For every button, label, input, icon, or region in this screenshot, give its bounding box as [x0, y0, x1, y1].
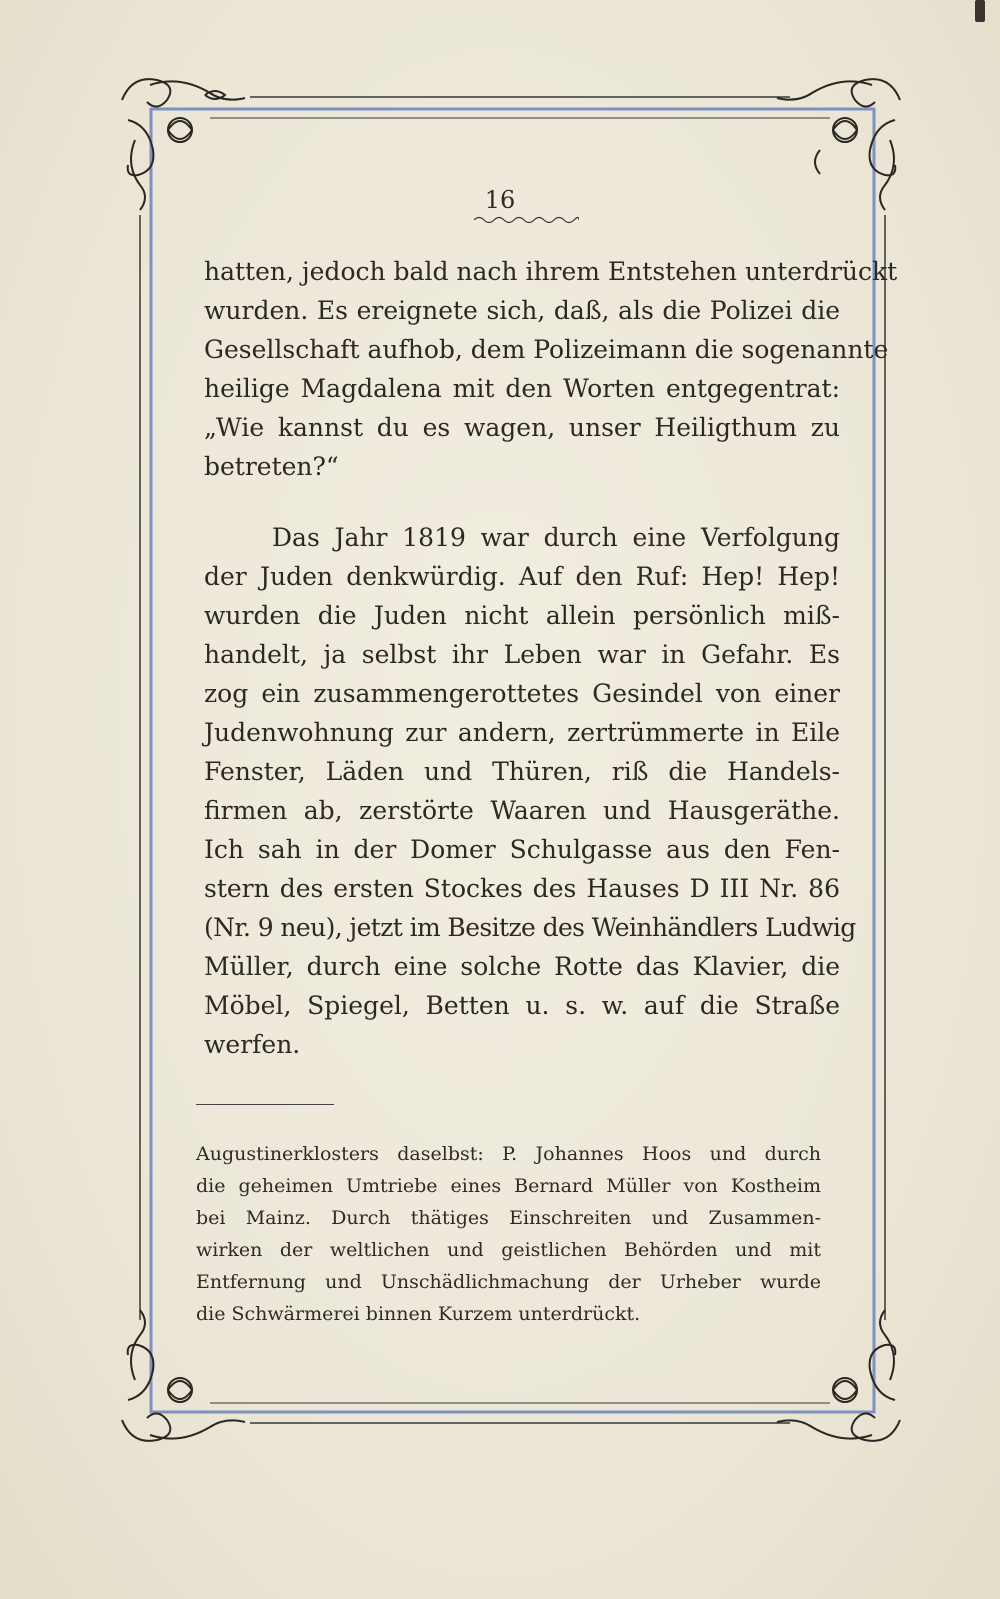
footnote-line: die Schwärmerei binnen Kurzem unterdrückt. [196, 1303, 641, 1325]
text-line: „Wie kannst du es wagen, unser Heiligthum zu [204, 413, 840, 442]
text-line: Ich sah in der Domer Schulgasse aus den Fen- [204, 835, 840, 864]
text-line: handelt, ja selbst ihr Leben war in Gefahr. Es [204, 640, 840, 669]
text-line: zog ein zusammengerottetes Gesindel von einer [204, 679, 840, 708]
text-line: werfen. [204, 1030, 301, 1059]
text-line: wurden die Juden nicht allein persönlich miß- [204, 601, 840, 630]
footnote-line: wirken der weltlichen und geistlichen Behörden und mit [196, 1239, 821, 1261]
page-number: 16 [484, 186, 516, 214]
footnote-line: Augustinerklosters daselbst: P. Johannes Hoos und durch [196, 1143, 821, 1165]
footnote [196, 1138, 821, 1330]
page-number-flourish [474, 215, 579, 225]
text-line: Judenwohnung zur andern, zertrümmerte in Eile [204, 718, 840, 747]
text-line: Das Jahr 1819 war durch eine Verfolgung [272, 523, 840, 552]
text-line: Möbel, Spiegel, Betten u. s. w. auf die Straße [204, 991, 840, 1020]
text-line: heilige Magdalena mit den Worten entgegentrat: [204, 374, 840, 403]
text-line: (Nr. 9 neu), jetzt im Besitze des Weinhändlers Ludwig [204, 913, 856, 942]
footnote-rule [196, 1104, 334, 1105]
text-line: hatten, jedoch bald nach ihrem Entstehen unterdrückt [204, 257, 898, 286]
text-line: Fenster, Läden und Thüren, riß die Handels- [204, 757, 840, 786]
text-line: betreten?“ [204, 452, 339, 481]
paragraph-gap [204, 486, 840, 518]
footnote-line: bei Mainz. Durch thätiges Einschreiten und Zusammen- [196, 1207, 821, 1229]
text-line: Gesellschaft aufhob, dem Polizeimann die sogenannte [204, 335, 889, 364]
footnote-line: Entfernung und Unschädlichmachung der Urheber wurde [196, 1271, 821, 1293]
text-line: wurden. Es ereignete sich, daß, als die Polizei die [204, 296, 840, 325]
text-line: firmen ab, zerstörte Waaren und Hausgeräthe. [204, 796, 840, 825]
text-line: stern des ersten Stockes des Hauses D III Nr. 86 [204, 874, 840, 903]
footnote-line: die geheimen Umtriebe eines Bernard Müller von Kostheim [196, 1175, 821, 1197]
text-line: Müller, durch eine solche Rotte das Klavier, die [204, 952, 840, 981]
body-text [204, 252, 898, 1064]
text-line: der Juden denkwürdig. Auf den Ruf: Hep! Hep! [204, 562, 840, 591]
